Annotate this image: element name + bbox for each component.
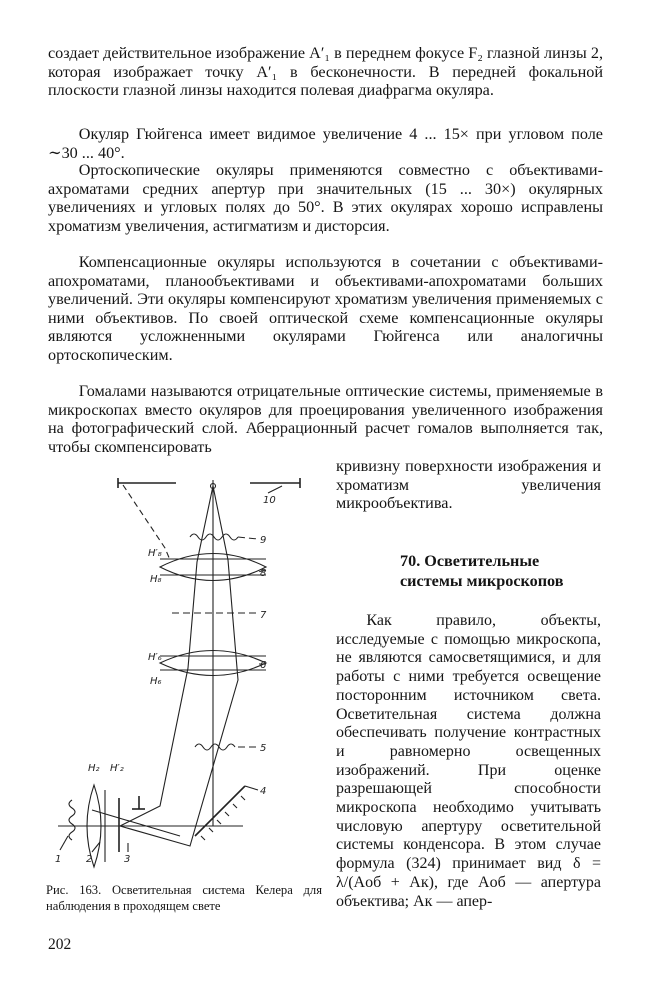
label-1: 1 xyxy=(55,854,62,865)
label-7: 7 xyxy=(260,610,267,621)
paragraph-illumination: Как правило, объекты, исследуемые с помощью микроскопа, не являются самосветящимися, и для работы с ними требуется освещение посторонним источником света. Осветительная система должна обеспечивать получение контрастных и равномерно освещенных изображений. При оценке разрешающей способности микроскопа необходимо учитывать числовую апертуру осветительной системы конденсора. В этом случае формула (324) принимает вид δ = λ/(Aоб + Aк), где Aоб — апертура объектива; Aк — апер- xyxy=(336,612,601,910)
ray-dashed-upper xyxy=(123,485,170,560)
paragraph-compensating: Компенсационные окуляры используются в сочетании с объективами-апохроматами, планообъективами и объективами-апохроматами больших увеличений. Эти окуляры компенсируют хроматизм увеличения применяемых с ними объективов. По своей оптической схеме компенсационные окуляры являются усложненными окулярами Гюйгенса или аналогичны ортоскопическим. xyxy=(48,253,603,364)
paragraph-ocular-image: создает действительное изображение A′₁ в переднем фокусе F₂ глазной линзы 2, которая изображает точку A′₁ в бесконечности. В передней фокальной плоскости глазной линзы находится полевая диафрагма окуляра. xyxy=(48,44,603,100)
page-number: 202 xyxy=(48,936,72,953)
label-h2: H₂ xyxy=(88,763,100,774)
field-diaphragm-5 xyxy=(195,744,235,750)
label-2: 2 xyxy=(86,854,93,865)
label-h6: H₆ xyxy=(150,676,162,687)
lamp-filament-1 xyxy=(69,800,75,840)
label-6: 6 xyxy=(260,660,267,671)
mirror-hatching xyxy=(201,796,245,840)
paragraph-homals-continued: кривизну поверхности изображения и хроматизм увеличения микрообъектива. xyxy=(336,457,601,513)
leader-9 xyxy=(238,537,258,539)
leader-4 xyxy=(245,786,258,790)
ray-2 xyxy=(120,486,238,846)
label-8: 8 xyxy=(260,568,267,579)
label-h8-prime: H′₈ xyxy=(148,548,162,559)
figure-caption: Рис. 163. Осветительная система Келера для наблюдения в проходящем свете xyxy=(46,883,322,913)
label-10: 10 xyxy=(263,495,276,506)
label-h2-prime: H′₂ xyxy=(110,763,124,774)
paragraph-huygens: Окуляр Гюйгенса имеет видимое увеличение 4 ... 15× при угловом поле ∼30 ... 40°. xyxy=(48,125,603,162)
object-plane-9 xyxy=(190,534,238,540)
leader-10 xyxy=(268,486,282,493)
paragraph-orthoscopic: Ортоскопические окуляры применяются совместно с объективами-ахроматами средних апертур при значительных (15 ... 30×) окулярных увеличениях и угловых полях до 50°. В этих окулярах хорошо исправлены хроматизм увеличения, астигматизм и дисторсия. xyxy=(48,161,603,235)
label-h6-prime: H′₆ xyxy=(148,652,162,663)
label-h8: H₈ xyxy=(150,574,162,585)
section-heading-line2: системы микроскопов xyxy=(400,572,564,590)
mirror-4 xyxy=(195,786,245,836)
section-heading-line1: 70. Осветительные xyxy=(400,552,540,570)
label-4: 4 xyxy=(260,786,267,797)
label-3: 3 xyxy=(124,854,131,865)
paragraph-homals: Гомалами называются отрицательные оптические системы, применяемые в микроскопах вместо окуляров для проецирования увеличенного изображения на фотографический слой. Аберрационный расчет гомалов выполняется так, чтобы скомпенсировать xyxy=(48,382,603,456)
label-9: 9 xyxy=(260,535,267,546)
label-5: 5 xyxy=(260,743,267,754)
leader-1 xyxy=(60,836,68,850)
